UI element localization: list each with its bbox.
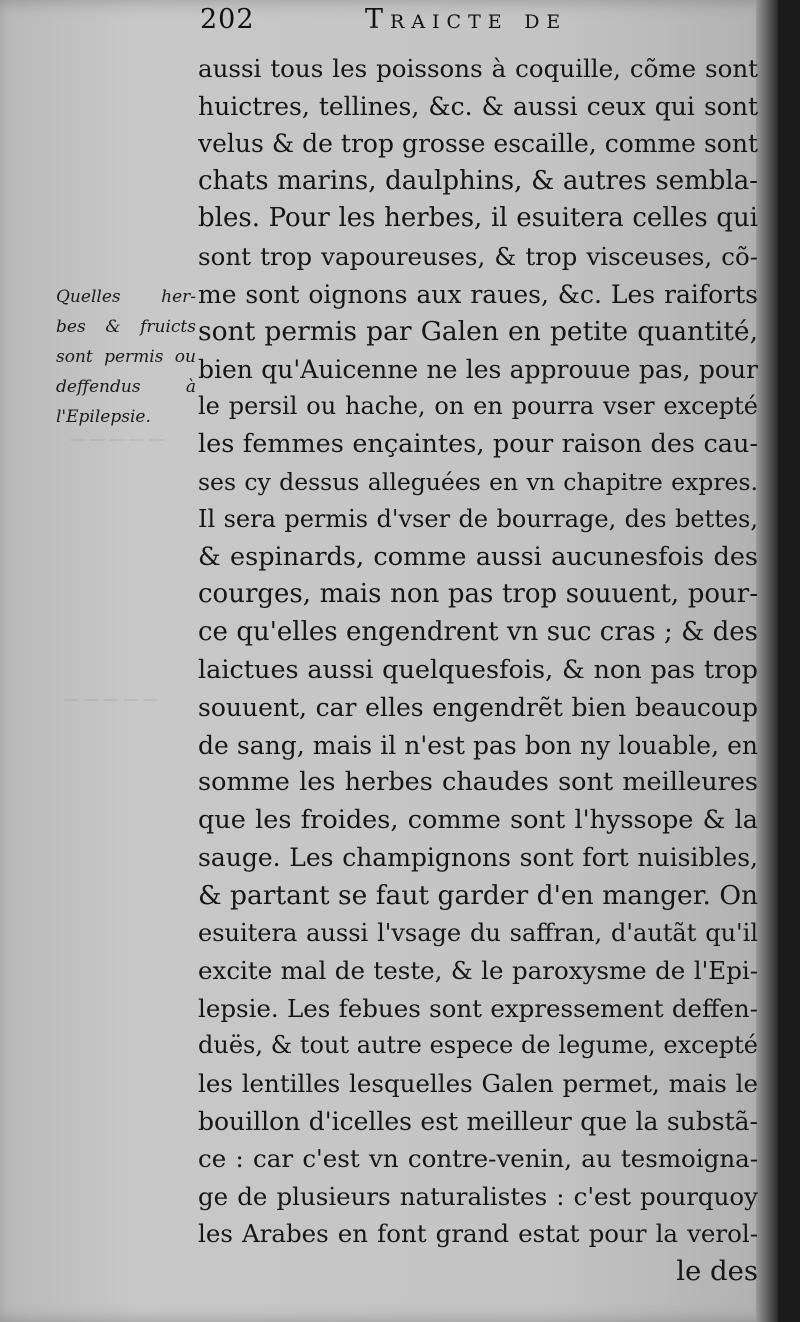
text-line: lepsie. Les febues sont expressement deffen- <box>198 993 758 1023</box>
note-line: bes & fruicts <box>56 317 196 337</box>
text-line: les Arabes en font grand estat pour la verol- <box>198 1219 758 1249</box>
text-line: ses cy dessus alleguées en vn chapitre expres. <box>198 467 758 496</box>
text-line: & espinards, comme aussi aucunesfois des <box>198 541 758 572</box>
text-line: ce qu'elles engendrent vn suc cras ; & des <box>198 616 758 647</box>
text-line: bouillon d'icelles est meilleur que la substã- <box>198 1106 758 1136</box>
text-line: les lentilles lesquelles Galen permet, mais le <box>198 1069 758 1099</box>
text-line: chats marins, daulphins, & autres sembla- <box>198 165 758 196</box>
body-text <box>198 50 758 1291</box>
note-line: sont permis ou <box>56 347 196 367</box>
text-line: excite mal de teste, & le paroxysme de l'Epi- <box>198 956 758 986</box>
text-line: sauge. Les champignons sont fort nuisibles, <box>198 843 758 873</box>
text-line: les femmes ençaintes, pour raison des cau- <box>198 428 758 459</box>
text-line: bien qu'Auicenne ne les approuue pas, pour <box>198 354 758 384</box>
note-line: deffendus à <box>56 377 196 397</box>
text-line: aussi tous les poissons à coquille, cõme sont <box>198 54 758 83</box>
note-line: Quelles her- <box>56 287 196 307</box>
page-edge-shadow <box>756 0 778 1322</box>
text-line: & partant se faut garder d'en manger. On <box>198 880 759 912</box>
running-title: Traicte de <box>365 4 568 35</box>
text-line: somme les herbes chaudes sont meilleures <box>198 767 758 798</box>
text-line: bles. Pour les herbes, il esuitera celles qui <box>198 203 758 234</box>
text-line: laictues aussi quelquesfois, & non pas trop <box>198 654 758 685</box>
text-line: que les froides, comme sont l'hyssope & la <box>198 804 758 835</box>
text-line: sont trop vapoureuses, & trop visceuses, cõ- <box>198 241 758 271</box>
text-line: Il sera permis d'vser de bourrage, des bettes, <box>198 505 758 534</box>
text-line: courges, mais non pas trop souuent, pour- <box>198 579 758 610</box>
text-line: esuitera aussi l'vsage du saffran, d'autãt qu'il <box>198 918 758 947</box>
text-line: sont permis par Galen en petite quantité, <box>198 316 758 348</box>
text-line: souuent, car elles engendrẽt bien beaucoup <box>198 693 758 723</box>
catchword: le des <box>676 1255 758 1287</box>
page-number: 202 <box>200 4 255 35</box>
text-line: me sont oignons aux raues, &c. Les raiforts <box>198 279 758 309</box>
marginal-note <box>56 282 196 432</box>
text-line: duës, & tout autre espece de legume, excepté <box>198 1031 758 1060</box>
note-line: l'Epilepsie. <box>56 407 151 427</box>
bleed-through-decoration: — — — — — <box>70 430 165 448</box>
text-line: ge de plusieurs naturalistes : c'est pourquoy <box>198 1181 758 1211</box>
text-line: velus & de trop grosse escaille, comme sont <box>198 129 758 159</box>
bleed-through-decoration-2: — — — — — <box>64 690 159 708</box>
text-line: de sang, mais il n'est pas bon ny louable, en <box>198 730 758 760</box>
text-line: ce : car c'est vn contre-venin, au tesmoigna- <box>198 1144 758 1174</box>
text-line: huictres, tellines, &c. & aussi ceux qui sont <box>198 91 758 121</box>
page-header <box>200 4 760 38</box>
text-line: le persil ou hache, on en pourra vser excepté <box>198 392 758 421</box>
